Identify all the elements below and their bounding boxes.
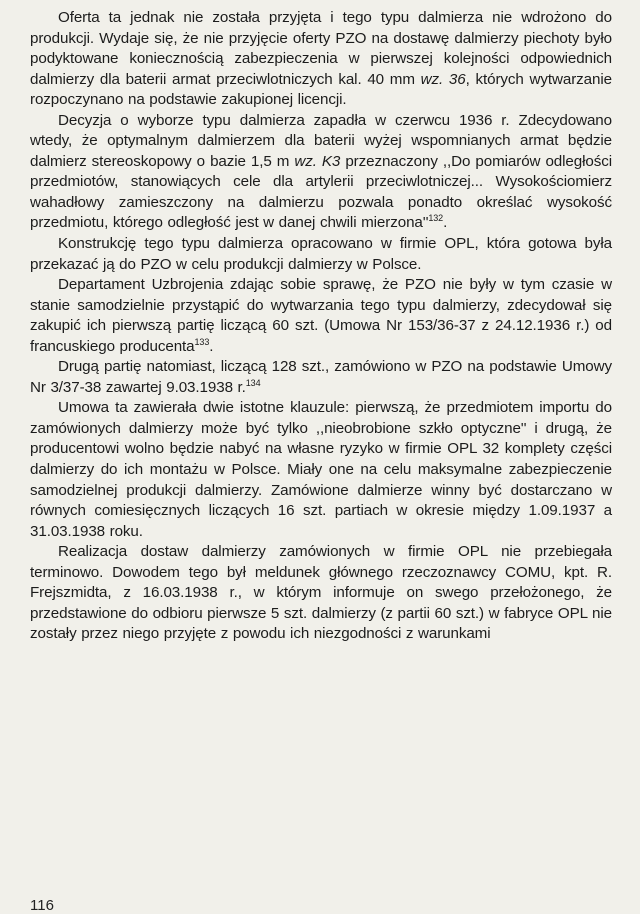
text-run: Realizacja dostaw dalmierzy zamówionych w firmie OPL nie przebiegała terminowo. Dowodem tego był meldunek głównego rzeczoznawcy COMU, kpt. R. Frejszmidta, z 16.03.1938 r., w którym informuje on swego przełożonego, że przedstawione do odbioru pierwsze 5 szt. dalmierzy (z partii 60 szt.) w fabryce OPL nie zostały przez niego przyjęte z powodu ich niezgodności z warunkami [30, 543, 612, 643]
paragraph-4 [30, 275, 612, 357]
paragraph-5 [30, 357, 612, 398]
italic-text: wz. 36 [420, 70, 466, 88]
paragraph-3 [30, 234, 612, 275]
text-run: Oferta ta jednak nie została przyjęta i tego typu dalmierza nie wdrożono do produkcji. Wydaje się, że nie przyjęcie oferty PZO na dostawę dalmierzy piechoty było podyktowane koniecznością zabezpieczenia w pierwszej kolejności odpowiednich dalmierzy dla baterii armat przeciwlotniczych kal. 40 mm [30, 9, 612, 88]
text-run: Konstrukcję tego typu dalmierza opracowano w firmie OPL, która gotowa była przekazać ją do PZO w celu produkcji dalmierzy w Polsce. [30, 235, 612, 273]
footnote-ref: 134 [245, 377, 261, 388]
text-run: Drugą partię natomiast, liczącą 128 szt., zamówiono w PZO na podstawie Umowy Nr 3/37-38 zawartej 9.03.1938 r. [30, 358, 612, 396]
paragraph-1 [30, 8, 612, 111]
italic-text: wz. K3 [294, 152, 341, 170]
text-run: przeznaczony ,,Do pomiarów odległości przedmiotów, stanowiących cele dla artylerii przeciwlotniczej... Wysokościomierz wahadłowy zamieszczony na dalmierzu pozwala ponadto określać wysokość przedmiotu, którego odległość jest w danej chwili mierzona'' [30, 152, 612, 232]
text-run: . [209, 337, 214, 355]
paragraph-7 [30, 542, 612, 645]
text-run: Departament Uzbrojenia zdając sobie sprawę, że PZO nie były w tym czasie w stanie samodzielnie przystąpić do wytwarzania tego typu dalmierzy, zdecydował się zakupić ich pierwszą partię liczącą 60 szt. (Umowa Nr 153/36-37 z 24.12.1936 r.) od francuskiego producenta [30, 276, 612, 355]
text-run: . [443, 214, 448, 232]
text-body [30, 8, 612, 645]
text-run: Decyzja o wyborze typu dalmierza zapadła w czerwcu 1936 r. Zdecydowano wtedy, że optymalnym dalmierzem dla baterii wyżej wspomnianych armat będzie dalmierz stereoskopowy o bazie 1,5 m [30, 111, 612, 170]
paragraph-2 [30, 111, 612, 234]
page-number: 116 [30, 897, 54, 914]
footnote-ref: 132 [428, 213, 444, 224]
footnote-ref: 133 [194, 336, 210, 347]
paragraph-6 [30, 398, 612, 542]
text-run: Umowa ta zawierała dwie istotne klauzule: pierwszą, że przedmiotem importu do zamówionych dalmierzy może być tylko ,,nieobrobione szkło optyczne'' i drugą, że producentowi wolno będzie nabyć na własne ryzyko w firmie OPL 32 komplety części dalmierzy do ich montażu w Polsce. Miały one na celu maksymalne zabezpieczenie samodzielnej produkcji dalmierzy. Zamówione dalmierze winny być dostarczano w równych comiesięcznych liczących 16 szt. partiach w okresie między 1.09.1937 a 31.03.1938 roku. [30, 399, 612, 540]
text-run: , których wytwarzanie rozpoczynano na podstawie zakupionej licencji. [30, 70, 612, 109]
